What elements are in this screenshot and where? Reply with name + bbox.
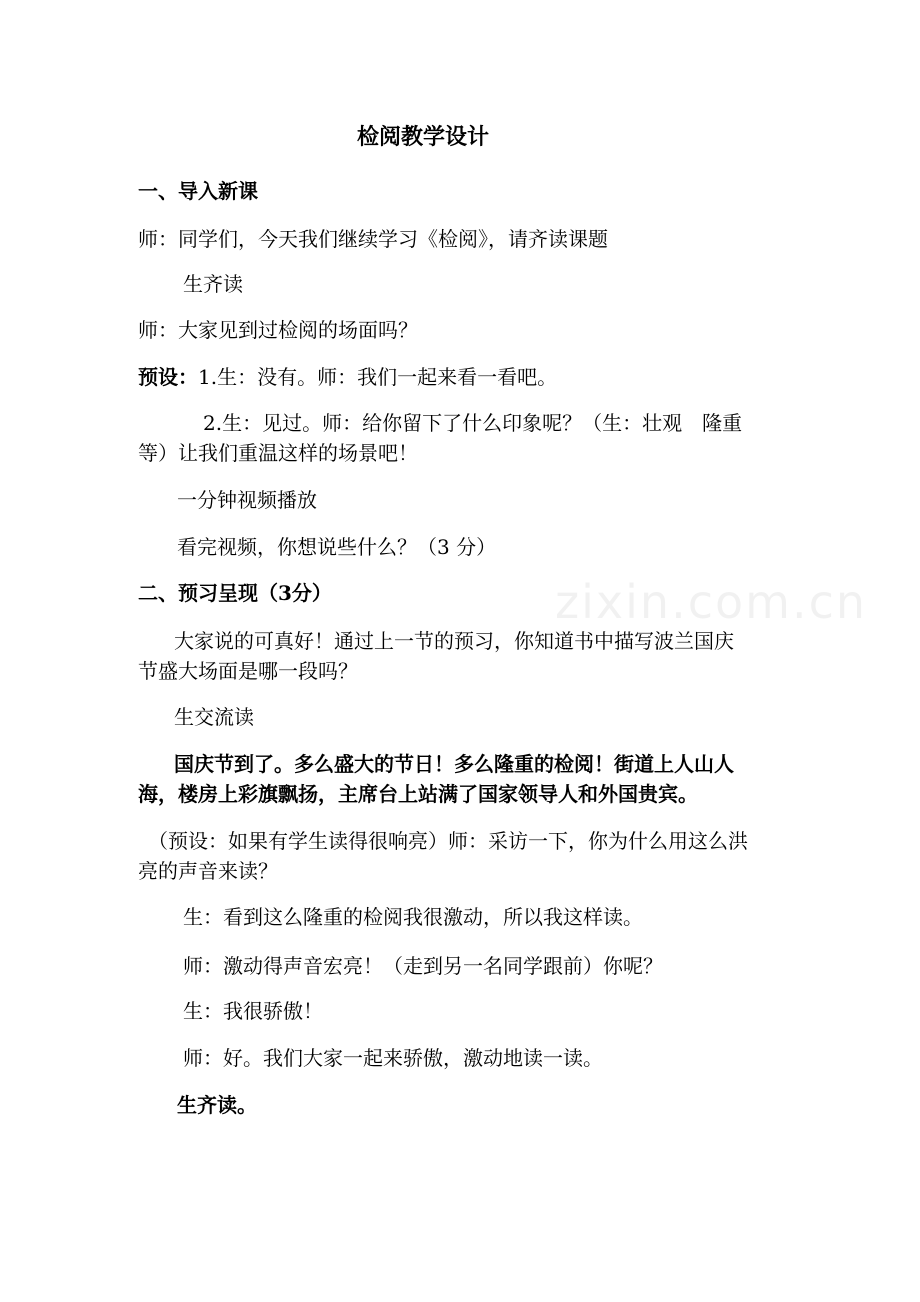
section-heading-preview: 二、预习呈现（3分） bbox=[138, 581, 332, 605]
preset-2-line-2: 等）让我们重温这样的场景吧！ bbox=[138, 441, 418, 465]
watermark: zixin.com.cn bbox=[555, 575, 868, 629]
paragraph-teacher-question: 师：大家见到过检阅的场面吗？ bbox=[138, 318, 418, 342]
preset-label: 预设： bbox=[138, 365, 198, 389]
document-title: 检阅教学设计 bbox=[356, 124, 489, 150]
quote-line-1: 国庆节到了。多么盛大的节日！多么隆重的检阅！街道上人山人 bbox=[174, 752, 734, 776]
paragraph-after-video: 看完视频，你想说些什么？（3 分） bbox=[177, 535, 497, 559]
paragraph-video: 一分钟视频播放 bbox=[177, 488, 317, 512]
preview-paragraph-line-1: 大家说的可真好！通过上一节的预习，你知道书中描写波兰国庆 bbox=[174, 629, 734, 653]
preset-line-1 bbox=[138, 362, 557, 392]
section-heading-intro: 一、导入新课 bbox=[138, 179, 258, 203]
paragraph-students-share: 生交流读 bbox=[174, 705, 254, 729]
paragraph-students-read: 生齐读 bbox=[183, 272, 243, 296]
preset-1: 1.生：没有。师：我们一起来看一看吧。 bbox=[198, 365, 558, 389]
preset-interview-line-1: （预设：如果有学生读得很响亮）师：采访一下，你为什么用这么洪 bbox=[148, 829, 748, 853]
preview-paragraph-line-2: 节盛大场面是哪一段吗？ bbox=[138, 659, 358, 683]
dialogue-student-2: 生：我很骄傲！ bbox=[183, 999, 323, 1023]
paragraph-closing: 生齐读。 bbox=[177, 1093, 257, 1117]
dialogue-student-1: 生：看到这么隆重的检阅我很激动，所以我这样读。 bbox=[183, 905, 643, 929]
preset-2-line-1: 2.生：见过。师：给你留下了什么印象呢？（生：壮观 隆重 bbox=[203, 411, 743, 435]
preset-interview-line-2: 亮的声音来读？ bbox=[138, 859, 278, 883]
dialogue-teacher-1: 师：激动得声音宏亮！（走到另一名同学跟前）你呢？ bbox=[183, 954, 663, 978]
quote-line-2: 海，楼房上彩旗飘扬，主席台上站满了国家领导人和外国贵宾。 bbox=[138, 782, 698, 806]
paragraph-teacher-intro: 师：同学们，今天我们继续学习《检阅》，请齐读课题 bbox=[138, 227, 608, 251]
dialogue-teacher-2: 师：好。我们大家一起来骄傲，激动地读一读。 bbox=[183, 1046, 603, 1070]
